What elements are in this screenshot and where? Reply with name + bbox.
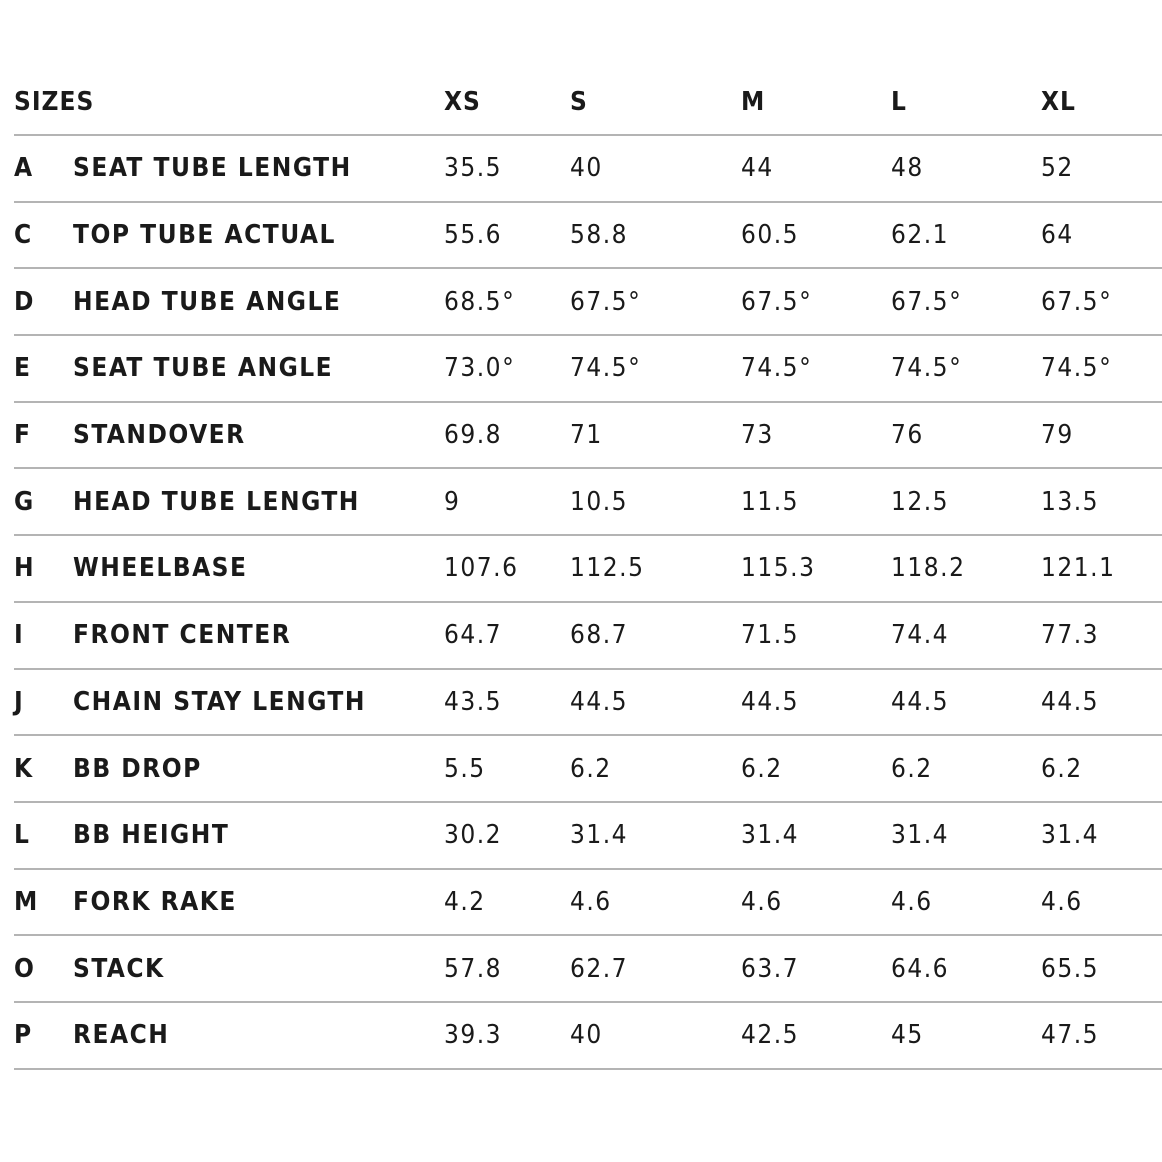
row-value-s: 6.2 [570, 753, 612, 784]
row-value-s: 40 [570, 1020, 603, 1051]
table-row [14, 469, 1162, 536]
row-parameter-name: BB HEIGHT [73, 820, 230, 851]
row-value-xs: 69.8 [444, 420, 503, 451]
row-value-xs: 68.5° [444, 286, 516, 317]
row-value-l: 74.4 [891, 620, 950, 651]
row-value-m: 42.5 [741, 1020, 800, 1051]
row-parameter-name: REACH [73, 1020, 170, 1051]
row-value-xs: 35.5 [444, 153, 503, 184]
row-value-m: 60.5 [741, 220, 800, 251]
row-value-xl: 6.2 [1041, 753, 1083, 784]
row-value-xs: 5.5 [444, 753, 486, 784]
row-value-l: 4.6 [891, 886, 933, 917]
row-value-s: 62.7 [570, 953, 629, 984]
table-row [14, 269, 1162, 336]
size-header-l: L [891, 86, 907, 117]
row-value-s: 74.5° [570, 353, 642, 384]
row-value-xl: 31.4 [1041, 820, 1100, 851]
row-value-xl: 4.6 [1041, 886, 1083, 917]
row-parameter-name: STANDOVER [73, 420, 246, 451]
row-letter: O [14, 953, 36, 984]
row-letter: D [14, 286, 35, 317]
size-header-m: M [741, 86, 766, 117]
table-row [14, 803, 1162, 870]
row-letter: E [14, 353, 32, 384]
row-value-l: 6.2 [891, 753, 933, 784]
row-value-xs: 30.2 [444, 820, 503, 851]
row-value-xl: 44.5 [1041, 686, 1100, 717]
row-parameter-name: HEAD TUBE ANGLE [73, 286, 342, 317]
row-value-xl: 67.5° [1041, 286, 1113, 317]
row-value-l: 67.5° [891, 286, 963, 317]
row-letter: L [14, 820, 31, 851]
row-value-m: 74.5° [741, 353, 813, 384]
row-value-xs: 55.6 [444, 220, 503, 251]
row-letter: K [14, 753, 34, 784]
row-parameter-name: CHAIN STAY LENGTH [73, 686, 366, 717]
row-value-s: 31.4 [570, 820, 629, 851]
row-value-m: 73 [741, 420, 774, 451]
row-value-s: 67.5° [570, 286, 642, 317]
geometry-table [14, 69, 1162, 1070]
row-value-l: 64.6 [891, 953, 950, 984]
row-value-xs: 64.7 [444, 620, 503, 651]
row-letter: A [14, 153, 34, 184]
row-parameter-name: BB DROP [73, 753, 202, 784]
row-value-m: 67.5° [741, 286, 813, 317]
size-header-xs: XS [444, 86, 481, 117]
size-header-s: S [570, 86, 588, 117]
row-letter: I [14, 620, 25, 651]
row-value-xl: 74.5° [1041, 353, 1113, 384]
row-value-m: 71.5 [741, 620, 800, 651]
row-value-l: 76 [891, 420, 924, 451]
row-letter: G [14, 486, 35, 517]
table-row [14, 336, 1162, 403]
row-value-l: 31.4 [891, 820, 950, 851]
row-parameter-name: SEAT TUBE LENGTH [73, 153, 352, 184]
row-value-xl: 121.1 [1041, 553, 1116, 584]
row-value-xs: 9 [444, 486, 461, 517]
table-header-row [14, 69, 1162, 136]
row-value-s: 4.6 [570, 886, 612, 917]
row-value-s: 44.5 [570, 686, 629, 717]
row-value-xl: 47.5 [1041, 1020, 1100, 1051]
row-value-s: 71 [570, 420, 603, 451]
table-row [14, 736, 1162, 803]
row-parameter-name: FORK RAKE [73, 886, 237, 917]
table-body [14, 136, 1162, 1070]
table-row [14, 870, 1162, 937]
row-value-l: 12.5 [891, 486, 950, 517]
row-value-xl: 13.5 [1041, 486, 1100, 517]
row-value-xs: 107.6 [444, 553, 519, 584]
row-value-s: 112.5 [570, 553, 645, 584]
table-row [14, 1003, 1162, 1070]
row-value-xl: 77.3 [1041, 620, 1100, 651]
row-letter: F [14, 420, 32, 451]
sizes-header-label: SIZES [14, 86, 95, 117]
row-value-m: 6.2 [741, 753, 783, 784]
row-value-s: 68.7 [570, 620, 629, 651]
row-parameter-name: WHEELBASE [73, 553, 248, 584]
row-value-xs: 39.3 [444, 1020, 503, 1051]
row-value-l: 62.1 [891, 220, 950, 251]
row-value-m: 115.3 [741, 553, 816, 584]
size-header-xl: XL [1041, 86, 1076, 117]
row-value-l: 45 [891, 1020, 924, 1051]
row-value-m: 31.4 [741, 820, 800, 851]
row-value-l: 44.5 [891, 686, 950, 717]
table-row [14, 536, 1162, 603]
row-value-xs: 73.0° [444, 353, 516, 384]
row-value-s: 58.8 [570, 220, 629, 251]
row-letter: J [14, 686, 25, 717]
row-value-xl: 64 [1041, 220, 1074, 251]
row-parameter-name: TOP TUBE ACTUAL [73, 220, 336, 251]
row-value-xl: 79 [1041, 420, 1074, 451]
row-value-xs: 4.2 [444, 886, 486, 917]
row-letter: P [14, 1020, 33, 1051]
table-row [14, 936, 1162, 1003]
table-row [14, 670, 1162, 737]
row-value-xl: 52 [1041, 153, 1074, 184]
row-value-m: 4.6 [741, 886, 783, 917]
row-value-xs: 43.5 [444, 686, 503, 717]
row-parameter-name: STACK [73, 953, 165, 984]
table-row [14, 136, 1162, 203]
table-row [14, 403, 1162, 470]
row-value-s: 40 [570, 153, 603, 184]
row-parameter-name: FRONT CENTER [73, 620, 292, 651]
row-value-m: 44.5 [741, 686, 800, 717]
row-parameter-name: SEAT TUBE ANGLE [73, 353, 334, 384]
table-row [14, 203, 1162, 270]
row-value-m: 44 [741, 153, 774, 184]
table-row [14, 603, 1162, 670]
row-letter: H [14, 553, 36, 584]
row-value-xl: 65.5 [1041, 953, 1100, 984]
row-value-m: 11.5 [741, 486, 800, 517]
row-letter: M [14, 886, 39, 917]
row-parameter-name: HEAD TUBE LENGTH [73, 486, 360, 517]
row-value-m: 63.7 [741, 953, 800, 984]
row-value-xs: 57.8 [444, 953, 503, 984]
row-value-l: 48 [891, 153, 924, 184]
row-value-l: 118.2 [891, 553, 966, 584]
row-letter: C [14, 220, 33, 251]
row-value-l: 74.5° [891, 353, 963, 384]
row-value-s: 10.5 [570, 486, 629, 517]
